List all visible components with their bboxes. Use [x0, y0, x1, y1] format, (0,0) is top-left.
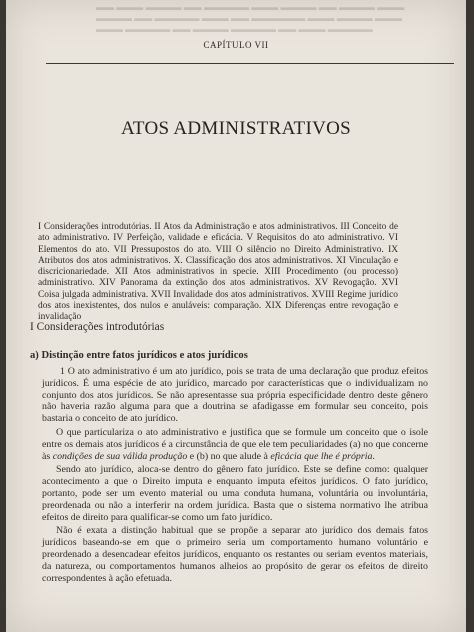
subsection-heading: a) Distinção entre fatos jurídicos e atos jurídicos: [30, 350, 248, 361]
paragraph: 1 O ato administrativo é um ato jurídico, pois se trata de uma declaração que produz efeitos jurídicos. É uma espécie de ato jurídico, marcado por características que o individualizam no conjunto dos atos jurídicos. Se não apresentasse sua própria especificidade dentro deste gênero não haveria razão alguma para que a doutrina se afadigasse em formular seu conceito, pois bastaria o conceito de ato jurídico.: [42, 366, 428, 425]
chapter-summary: I Considerações introdutórias. II Atos da Administração e atos administrativos. III Conceito de ato administrativo. IV Perfeição, validade e eficácia. V Requisitos do ato administrativo. VI Elementos do ato. VII Pressupostos do ato. VIII O silêncio no Direito Administrativo. IX Atributos dos atos administrativos. X. Classificação dos atos administrativos. XI Vinculação e discricionariedade. XII Atos administrativos in specie. XIII Procedimento (ou processo) administrativo. XIV Panorama da extinção dos atos administrativos. XV Revogação. XVI Coisa julgada administrativa. XVII Invalidade dos atos administrativos. XVIII Regime jurídico dos atos inexistentes, dos nulos e anuláveis: comparação. XIX Diferenças entre revogação e invalidação: [38, 222, 398, 323]
chapter-label: CAPÍTULO VII: [203, 40, 269, 50]
chapter-title: ATOS ADMINISTRATIVOS: [121, 118, 351, 139]
paragraph-emphasis: eficácia que lhe é própria: [270, 450, 373, 462]
section-heading: I Considerações introdutórias: [30, 321, 165, 333]
paragraph: [42, 427, 428, 462]
paragraph-text: e (b) no que alude à: [187, 450, 271, 462]
body-text: [42, 366, 428, 586]
paragraph-text: .: [372, 450, 375, 462]
paragraph-emphasis: condições de sua válida produção: [52, 450, 188, 462]
show-through-text: ▬▬ ▬▬▬ ▬▬▬▬ ▬▬ ▬▬▬▬▬ ▬▬▬ ▬▬▬▬ ▬▬ ▬▬▬▬ ▬▬▬ ▬▬▬▬ ▬▬ ▬▬▬▬▬ ▬▬▬ ▬▬ ▬▬▬▬▬▬ ▬▬▬ ▬▬▬▬ ▬▬▬ ▬▬▬ ▬▬▬▬▬ ▬▬ ▬▬▬▬ ▬▬▬▬▬ ▬▬ ▬▬▬ ▬▬▬▬▬: [96, 2, 405, 34]
header-rule: [46, 63, 454, 64]
paragraph-text: O que particulariza o ato administrativo e justifica que se formule um conceito que o isole entre os demais atos jurídicos é a circunstância de que ele tem peculiaridades (a) no que concerne às: [42, 426, 428, 462]
paragraph: Não é exata a distinção habitual que se propõe a separar ato jurídico dos demais fatos jurídicos baseando-se em que o primeiro seria um comportamento humano voluntário e preordenado a desencadear efeitos jurídicos, enquanto os restantes ou seriam eventos materiais, da natureza, ou comportamentos humanos alheios ao propósito de gerar os efeitos de direito correspondentes à ação efetuada.: [42, 525, 428, 584]
document-page: [6, 0, 466, 632]
paragraph: Sendo ato jurídico, aloca-se dentro do gênero fato jurídico. Este se define como: qualquer acontecimento a que o Direito imputa e enquanto imputa efeitos jurídicos. O fato jurídico, portanto, pode ser um evento material ou uma conduta humana, voluntária ou involuntária, preordenada ou não a interferir na ordem jurídica. Basta que o sistema normativo lhe atribua efeitos de direito para qualificar-se como um fato jurídico.: [42, 464, 428, 523]
